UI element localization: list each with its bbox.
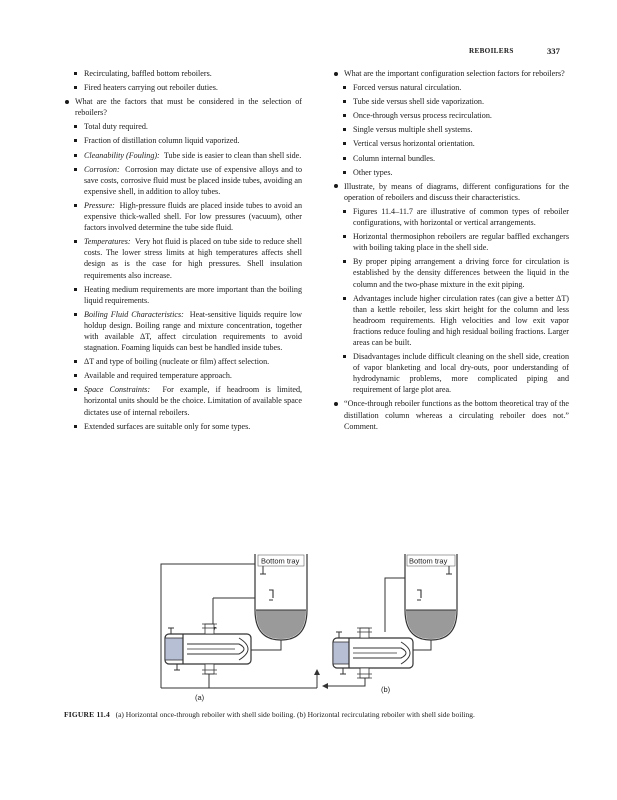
item-text: High-pressure fluids are placed inside tubes to avoid an expensive thick-walled shell. For low pressures (vacuum), other factors involved determine the tube side fluid.: [84, 200, 302, 233]
item-text: Extended surfaces are suitable only for some types.: [84, 421, 251, 431]
item-text: For example, if headroom is limited, horizontal units should be the choice. Limitation of available space dictates use of internal reboilers.: [84, 385, 303, 417]
item-text: Recirculating, baffled bottom reboilers.: [84, 69, 212, 78]
figure-caption: [64, 710, 594, 720]
item-label: Boiling Fluid Characteristics:: [84, 309, 184, 319]
sub-bullet-item: [342, 153, 569, 164]
item-text: Horizontal thermosiphon reboilers are regular baffled exchangers with boiling taking place in the shell side.: [353, 232, 569, 253]
sub-bullet-item: [73, 309, 302, 353]
sub-bullet-item: [342, 206, 569, 228]
item-text: Total duty required.: [84, 122, 148, 132]
item-text: Available and required temperature approach.: [84, 371, 232, 381]
bullet-item: [333, 68, 569, 79]
sub-bullet-item: [342, 110, 569, 121]
panel-b-label: (b): [381, 685, 391, 694]
panel-b-diagram: [323, 554, 457, 694]
item-text: Tube side versus shell side vaporization.: [353, 97, 484, 107]
item-label: Temperatures:: [84, 237, 131, 247]
item-text: Tube side is easier to clean than shell side.: [163, 150, 302, 160]
sub-bullet-item: [73, 284, 302, 306]
page-number: 337: [547, 46, 560, 56]
page-header: [0, 47, 617, 59]
sub-bullet-item: [342, 82, 569, 93]
item-text: What are the important configuration selection factors for reboilers?: [344, 69, 565, 78]
bullet-item: [333, 181, 569, 203]
sub-bullet-item: [342, 124, 569, 135]
item-label: Cleanability (Fouling):: [84, 150, 160, 160]
item-text: Heating medium requirements are more important than the boiling liquid requirements.: [84, 284, 302, 305]
sub-bullet-item: [342, 351, 569, 395]
item-text: Single versus multiple shell systems.: [353, 125, 473, 135]
exchanger-a-channel: [165, 638, 183, 660]
sub-bullet-item: [342, 231, 569, 253]
item-text: ΔT and type of boiling (nucleate or film) affect selection.: [84, 357, 270, 367]
right-column: [333, 68, 569, 435]
sub-bullet-item: [73, 121, 302, 132]
item-text: Vertical versus horizontal orientation.: [353, 139, 475, 149]
sub-bullet-item: [73, 356, 302, 367]
bullet-item: [64, 96, 302, 118]
item-text: Figures 11.4–11.7 are illustrative of common types of reboiler configurations, with horizontal or vertical arrangements.: [353, 206, 569, 228]
item-text: Forced versus natural circulation.: [353, 83, 462, 93]
item-label: Corrosion:: [84, 164, 120, 174]
sub-bullet-item: [73, 384, 302, 417]
item-text: Once-through versus process recirculation.: [353, 111, 492, 121]
sub-bullet-item: [73, 68, 302, 79]
sub-bullet-item: [73, 82, 302, 93]
item-text: Column internal bundles.: [353, 153, 436, 163]
running-head: REBOILERS: [469, 47, 514, 55]
sub-bullet-item: [73, 421, 302, 432]
item-text: Very hot fluid is placed on tube side to reduce shell costs. The lower stress limits at high temperatures affects shell design as is the case for high pressures. Shell insulation requirements also increase.: [84, 237, 302, 280]
item-text: “Once-through reboiler functions as the bottom theoretical tray of the distillation column whereas a circulating reboiler does not.” Comment.: [344, 399, 569, 431]
item-text: Other types.: [353, 167, 393, 177]
item-text: Illustrate, by means of diagrams, different configurations for the operation of reboilers and discuss their characteristics.: [344, 181, 569, 202]
bottom-tray-label-a: Bottom tray: [261, 556, 300, 566]
sub-bullet-item: [73, 150, 302, 161]
panel-a-label: (a): [195, 693, 205, 702]
sub-bullet-item: [342, 293, 569, 348]
reboiler-figure: [157, 552, 467, 702]
sub-bullet-item: [342, 138, 569, 149]
sub-bullet-item: [73, 370, 302, 381]
sub-bullet-item: [73, 200, 302, 233]
sub-bullet-item: [342, 167, 569, 178]
item-label: Space Constraints:: [84, 385, 151, 395]
item-text: Heat-sensitive liquids require low holdup design. Boiling range and mixture concentration, together with available ΔT, affect circulation requirements to avoid stagnation. Foaming liquids can best be handled inside tubes.: [84, 309, 302, 353]
left-column: [64, 68, 302, 435]
bottom-tray-label-b: Bottom tray: [409, 556, 448, 566]
caption-text: (a) Horizontal once-through reboiler with shell side boiling. (b) Horizontal recirculating reboiler with shell side boiling.: [115, 710, 475, 719]
sub-bullet-item: [342, 96, 569, 107]
item-text: Fired heaters carrying out reboiler duties.: [84, 83, 218, 93]
item-text: Fraction of distillation column liquid vaporized.: [84, 136, 240, 146]
bullet-item: [333, 398, 569, 431]
item-text: By proper piping arrangement a driving force for circulation is established by the density differences between the liquid in the column and the two-phase mixture in the exit piping.: [353, 257, 569, 289]
sub-bullet-item: [342, 256, 569, 289]
item-text: What are the factors that must be considered in the selection of reboilers?: [75, 97, 302, 118]
item-text: Advantages include higher circulation rates (can give a better ΔT) than a kettle reboiler, less skirt height for the column and less headroom requirements. High velocities and low exit vapor fractions reduce fouling and high residual boiling fractions. Larger areas can be built.: [353, 293, 569, 347]
item-text: Corrosion may dictate use of expensive alloys and to save costs, corrosive fluid must be placed inside tubes, avoiding an expensive shell, in addition to alloy tubes.: [84, 164, 303, 196]
sub-bullet-item: [73, 135, 302, 146]
item-text: Disadvantages include difficult cleaning on the shell side, creation of vapor blanketing and local dry-outs, poor understanding of hydrodynamic problems, more complicated piping and requirement of large plot area.: [353, 352, 569, 395]
sub-bullet-item: [73, 236, 302, 280]
item-label: Pressure:: [84, 200, 115, 210]
exchanger-b-channel: [333, 642, 349, 664]
panel-a-diagram: [161, 554, 317, 702]
caption-label: FIGURE 11.4: [64, 710, 110, 719]
sub-bullet-item: [73, 164, 302, 197]
